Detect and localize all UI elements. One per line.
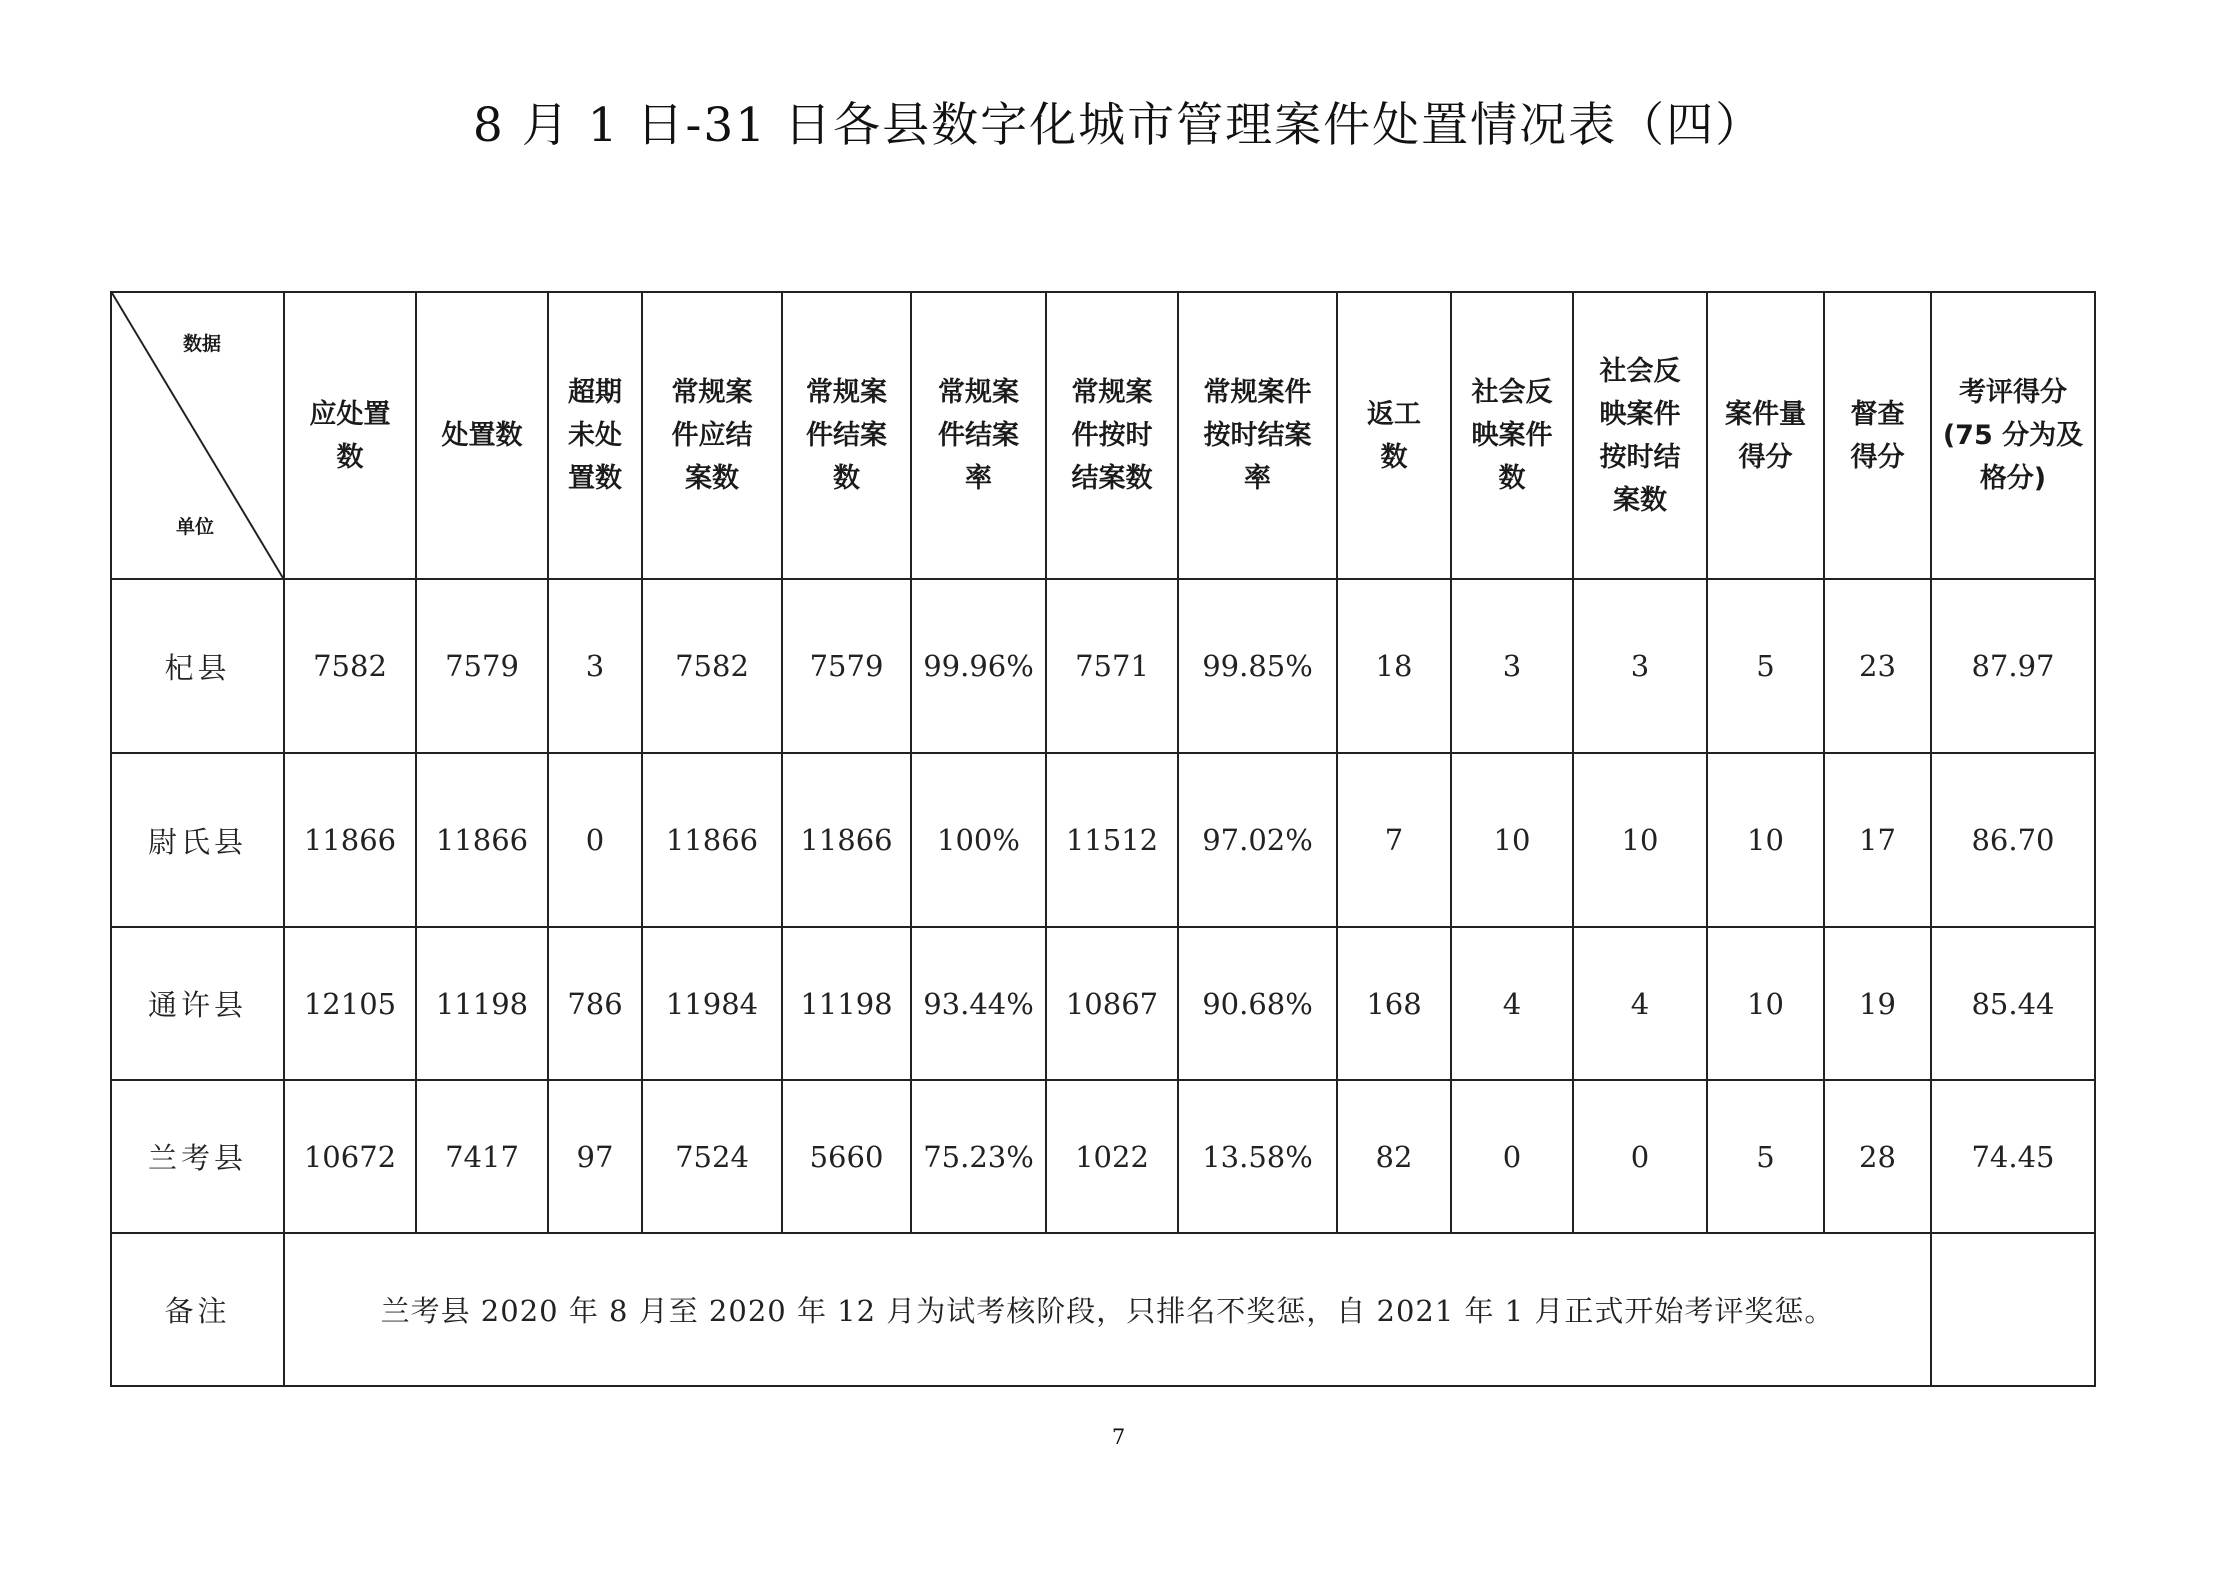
table-row: [111, 927, 2095, 1080]
column-header: 超期 未处 置数: [548, 292, 642, 579]
table-cell: 10: [1573, 753, 1707, 927]
table-cell: 7417: [416, 1080, 548, 1233]
table-cell: 97.02%: [1178, 753, 1337, 927]
column-header: 社会反 映案件 按时结 案数: [1573, 292, 1707, 579]
table-cell: 5660: [782, 1080, 911, 1233]
table-cell: 1022: [1046, 1080, 1178, 1233]
column-header: 处置数: [416, 292, 548, 579]
table-cell: 19: [1824, 927, 1931, 1080]
table-cell: 11198: [782, 927, 911, 1080]
column-header: 案件量 得分: [1707, 292, 1824, 579]
column-header: 常规案 件按时 结案数: [1046, 292, 1178, 579]
table-cell: 23: [1824, 579, 1931, 753]
table-row: [111, 579, 2095, 753]
column-header: 应处置 数: [284, 292, 416, 579]
table-cell: 82: [1337, 1080, 1451, 1233]
table-row: [111, 753, 2095, 927]
table-cell: 17: [1824, 753, 1931, 927]
column-header: 常规案件 按时结案 率: [1178, 292, 1337, 579]
column-header: 考评得分 (75 分为及 格分): [1931, 292, 2095, 579]
table-cell: 3: [1451, 579, 1573, 753]
table-cell: 75.23%: [911, 1080, 1046, 1233]
table-cell: 3: [1573, 579, 1707, 753]
column-header: 常规案 件结案 率: [911, 292, 1046, 579]
table-cell: 3: [548, 579, 642, 753]
column-header: 社会反 映案件 数: [1451, 292, 1573, 579]
column-header: 返工 数: [1337, 292, 1451, 579]
table-cell: 7524: [642, 1080, 782, 1233]
report-table: [110, 291, 2096, 1387]
unit-name-cell: 通许县: [111, 927, 284, 1080]
unit-name-cell: 尉氏县: [111, 753, 284, 927]
table-cell: 85.44: [1931, 927, 2095, 1080]
table-cell: 0: [548, 753, 642, 927]
note-trailing-cell: [1931, 1233, 2095, 1386]
table-cell: 7582: [284, 579, 416, 753]
table-cell: 97: [548, 1080, 642, 1233]
table-cell: 93.44%: [911, 927, 1046, 1080]
note-label-cell: 备注: [111, 1233, 284, 1386]
table-cell: 786: [548, 927, 642, 1080]
table-cell: 0: [1573, 1080, 1707, 1233]
table-cell: 4: [1451, 927, 1573, 1080]
table-cell: 0: [1451, 1080, 1573, 1233]
table-cell: 7: [1337, 753, 1451, 927]
table-cell: 28: [1824, 1080, 1931, 1233]
column-header: 常规案 件结案 数: [782, 292, 911, 579]
table-cell: 11984: [642, 927, 782, 1080]
table-cell: 86.70: [1931, 753, 2095, 927]
table-cell: 7582: [642, 579, 782, 753]
page-title: 8 月 1 日-31 日各县数字化城市管理案件处置情况表（四）: [472, 98, 1765, 153]
table-cell: 90.68%: [1178, 927, 1337, 1080]
table-cell: 4: [1573, 927, 1707, 1080]
table-cell: 18: [1337, 579, 1451, 753]
table-cell: 10672: [284, 1080, 416, 1233]
table-cell: 11866: [642, 753, 782, 927]
table-cell: 12105: [284, 927, 416, 1080]
table-cell: 11866: [284, 753, 416, 927]
table-cell: 100%: [911, 753, 1046, 927]
report-table-wrapper: [110, 291, 2096, 1387]
table-cell: 5: [1707, 1080, 1824, 1233]
corner-header-cell: [111, 292, 284, 579]
table-row: [111, 1080, 2095, 1233]
corner-header-data-label: 数据: [182, 333, 221, 355]
header-row: [111, 292, 2095, 579]
table-cell: 11866: [782, 753, 911, 927]
table-cell: 168: [1337, 927, 1451, 1080]
table-cell: 11512: [1046, 753, 1178, 927]
table-cell: 11866: [416, 753, 548, 927]
table-cell: 10: [1451, 753, 1573, 927]
table-cell: 10: [1707, 753, 1824, 927]
note-text-cell: 兰考县 2020 年 8 月至 2020 年 12 月为试考核阶段，只排名不奖惩，自 2021 年 1 月正式开始考评奖惩。: [284, 1233, 1931, 1386]
unit-name-cell: 杞县: [111, 579, 284, 753]
table-cell: 7571: [1046, 579, 1178, 753]
table-cell: 13.58%: [1178, 1080, 1337, 1233]
table-cell: 11198: [416, 927, 548, 1080]
table-cell: 87.97: [1931, 579, 2095, 753]
table-cell: 74.45: [1931, 1080, 2095, 1233]
column-header: 常规案 件应结 案数: [642, 292, 782, 579]
unit-name-cell: 兰考县: [111, 1080, 284, 1233]
table-cell: 7579: [416, 579, 548, 753]
table-cell: 10: [1707, 927, 1824, 1080]
table-cell: 99.96%: [911, 579, 1046, 753]
page-number: 7: [1111, 1425, 1126, 1449]
table-cell: 7579: [782, 579, 911, 753]
corner-header-unit-label: 单位: [176, 516, 215, 538]
column-header: 督查 得分: [1824, 292, 1931, 579]
note-row: [111, 1233, 2095, 1386]
table-cell: 10867: [1046, 927, 1178, 1080]
table-cell: 5: [1707, 579, 1824, 753]
table-cell: 99.85%: [1178, 579, 1337, 753]
